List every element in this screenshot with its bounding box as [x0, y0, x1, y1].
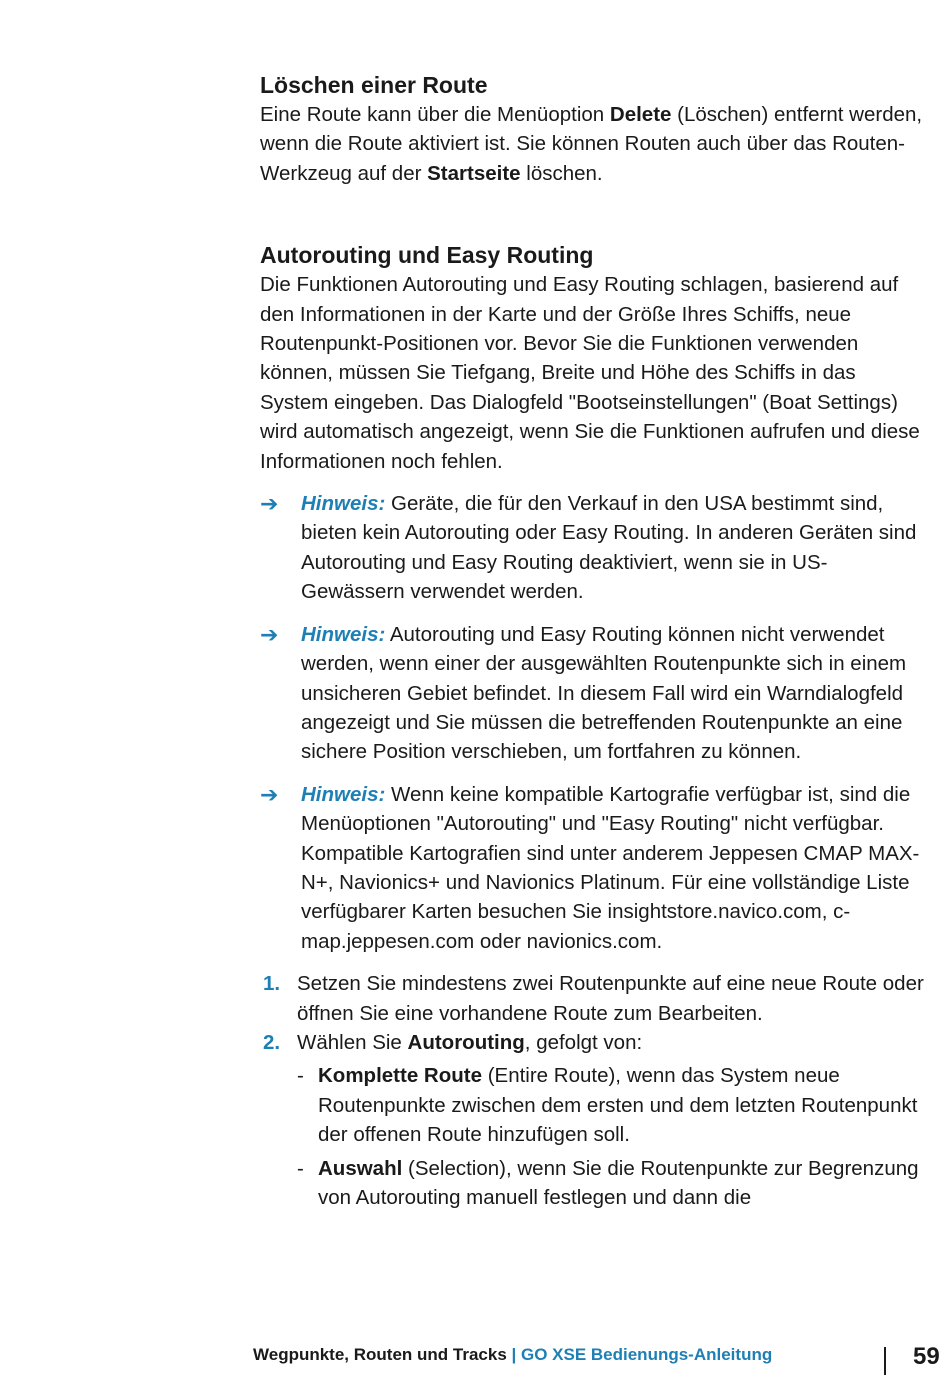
arrow-right-icon: ➔	[260, 491, 279, 517]
text-run: Eine Route kann über die Menüoption	[260, 103, 610, 126]
sub-option-text: (Selection), wenn Sie die Routenpunkte zur Begrenzung von Autorouting manuell festlegen und dann die	[318, 1156, 919, 1209]
dash-bullet: -	[297, 1156, 304, 1180]
step-text: Wählen Sie	[297, 1030, 408, 1054]
sub-options-list	[260, 1061, 925, 1212]
footer-separator: |	[506, 1345, 521, 1364]
text-run: (Löschen) entfernt werden, wenn die Route aktiviert ist. Sie können Routen auch über das Routen-Werkzeug auf der	[260, 103, 923, 185]
section-paragraph-delete-route	[260, 100, 925, 188]
bold-term-autorouting: Autorouting	[407, 1030, 525, 1054]
footer-divider	[884, 1347, 886, 1375]
step-number: 1.	[263, 972, 281, 996]
page-footer	[253, 1343, 943, 1377]
sub-option-text: (Entire Route), wenn das System neue Routenpunkte zwischen dem ersten und dem letzten Routenpunkt der offenen Route hinzufügen soll.	[318, 1064, 918, 1147]
sub-option-entire-route	[260, 1061, 925, 1149]
arrow-right-icon: ➔	[260, 781, 279, 807]
footer-chapter: Wegpunkte, Routen und Tracks	[253, 1345, 507, 1364]
page-number: 59	[913, 1343, 940, 1370]
note-unsafe-area	[260, 620, 925, 767]
note-cartography	[260, 780, 925, 956]
footer-text	[253, 1345, 772, 1365]
bold-term-startseite: Startseite	[427, 161, 521, 185]
arrow-right-icon: ➔	[260, 621, 279, 647]
page-content	[260, 66, 925, 1216]
note-usa	[260, 489, 925, 607]
note-text: Wenn keine kompatible Kartografie verfügbar ist, sind die Menüoptionen "Autorouting" und "Easy Routing" nicht verfügbar. Kompatible Kartografien sind unter anderem Jeppesen CMAP MAX-N+, Navionics+ und Navionics Platinum. Für eine vollständige Liste verfügbarer Karten besuchen Sie insightstore.navico.com, c-map.jeppesen.com oder navionics.com.	[301, 782, 920, 953]
bold-term: Komplette Route	[318, 1064, 482, 1088]
note-label: Hinweis:	[301, 782, 386, 806]
section-title-autorouting: Autorouting und Easy Routing	[260, 242, 594, 269]
sub-option-selection	[260, 1154, 925, 1213]
note-label: Hinweis:	[301, 492, 386, 516]
step-text: Setzen Sie mindestens zwei Routenpunkte auf eine neue Route oder öffnen Sie eine vorhandene Route zum Bearbeiten.	[297, 972, 924, 1025]
step-item	[260, 969, 925, 1028]
step-item	[260, 1028, 925, 1057]
bold-term: Auswahl	[318, 1156, 403, 1180]
section-title-delete-route: Löschen einer Route	[260, 72, 488, 98]
note-text: Autorouting und Easy Routing können nicht verwendet werden, wenn einer der ausgewählten Routenpunkte sich in einem unsicheren Gebiet befindet. In diesem Fall wird ein Warndialogfeld angezeigt und Sie müssen die betreffenden Routenpunkte an eine sichere Position verschieben, um fortfahren zu können.	[301, 622, 907, 764]
bold-term-delete: Delete	[609, 103, 672, 126]
dash-bullet: -	[297, 1064, 304, 1088]
note-text: Geräte, die für den Verkauf in den USA bestimmt sind, bieten kein Autorouting oder Easy Routing. In anderen Geräten sind Autorouting und Easy Routing deaktiviert, wenn sie in US-Gewässern verwendet werden.	[301, 492, 917, 604]
footer-manual-title: GO XSE Bedienungs-Anleitung	[520, 1345, 773, 1364]
text-run: löschen.	[520, 161, 603, 185]
steps-list	[260, 969, 925, 1057]
step-text: , gefolgt von:	[524, 1030, 643, 1054]
step-number: 2.	[263, 1030, 281, 1054]
note-label: Hinweis:	[301, 622, 386, 646]
section-paragraph-autorouting: Die Funktionen Autorouting und Easy Routing schlagen, basierend auf den Informationen in der Karte und der Größe Ihres Schiffs, neue Routenpunkt-Positionen vor. Bevor Sie die Funktionen verwenden können, müssen Sie Tiefgang, Breite und Höhe des Schiffs in das System eingeben. Das Dialogfeld "Bootseinstellungen" (Boat Settings) wird automatisch angezeigt, wenn Sie die Funktionen aufrufen und diese Informationen noch fehlen.	[260, 273, 920, 473]
